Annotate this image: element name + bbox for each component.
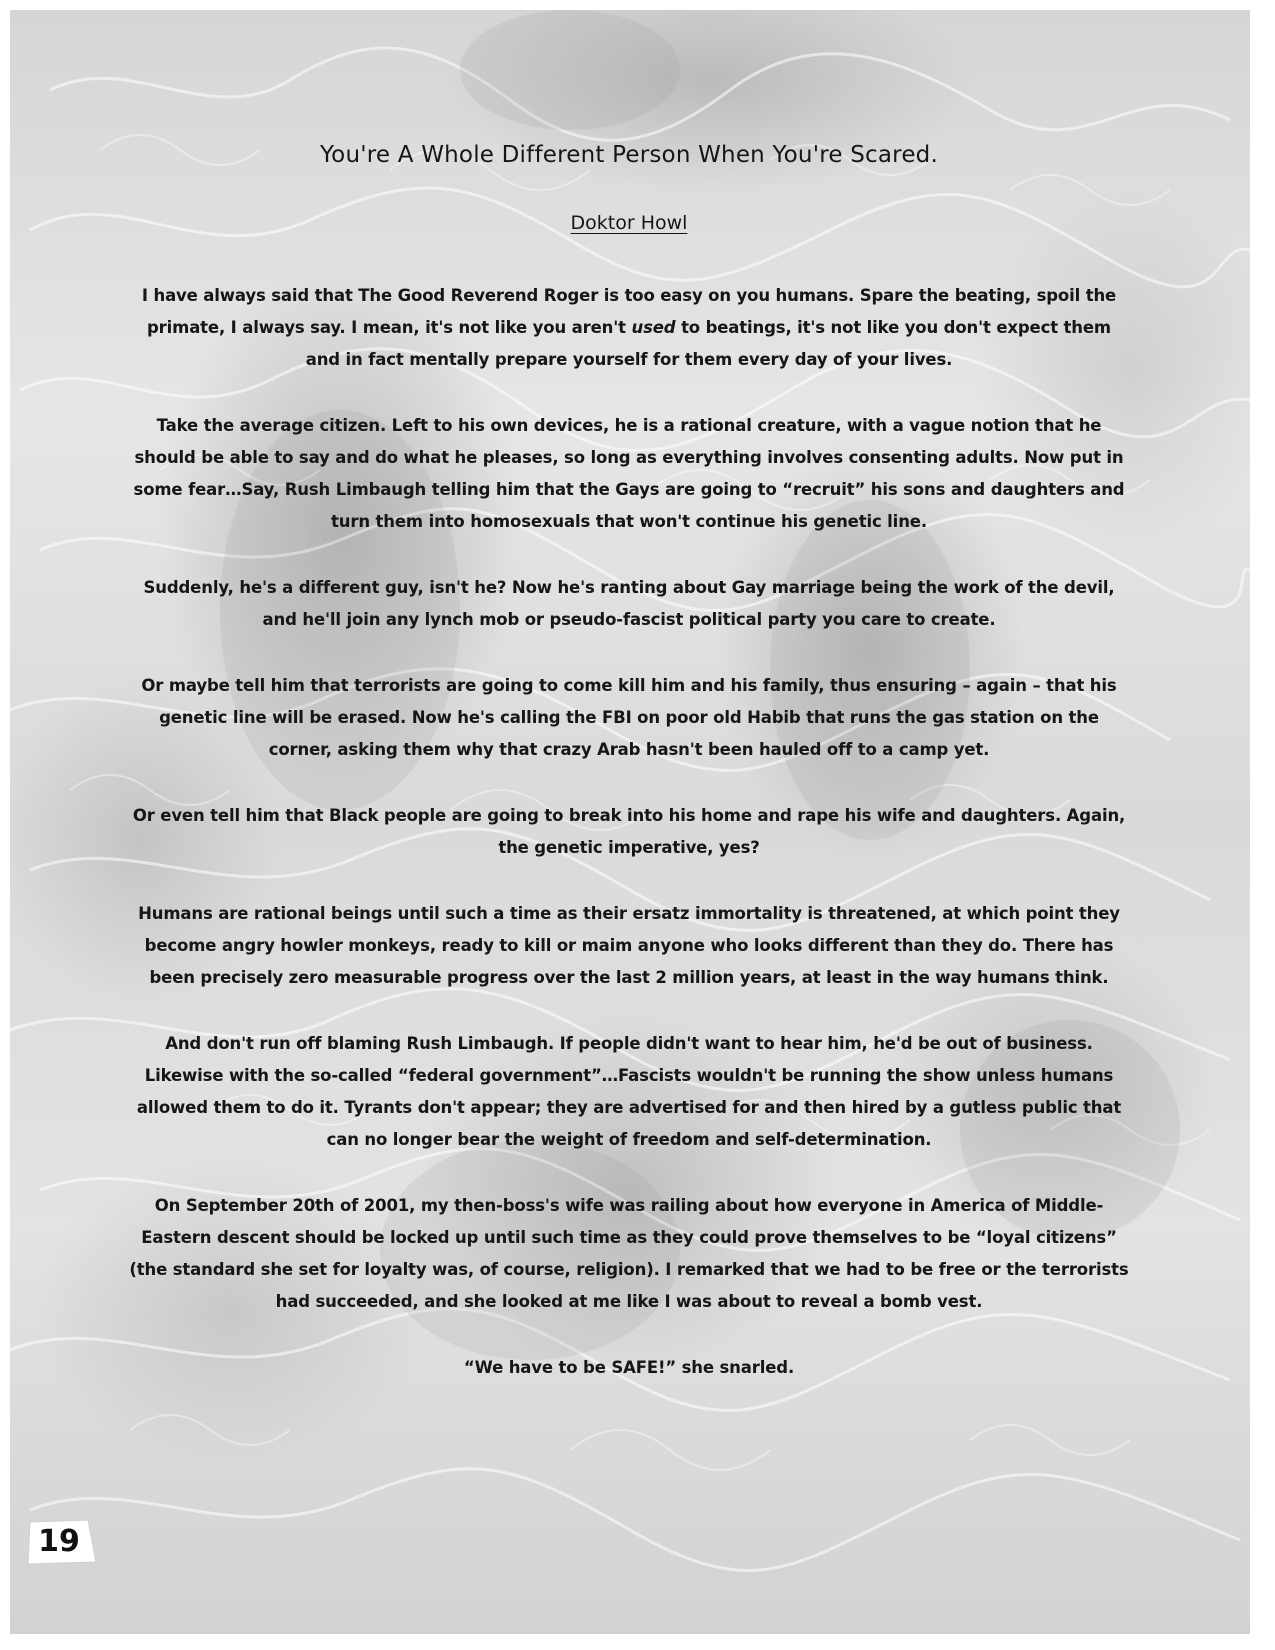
paragraph: Or maybe tell him that terrorists are going to come kill him and his family, thus ensuring – again – that his genetic line will be erased. Now he's calling the FBI on poor old Habib that runs the gas station on the corner, asking them why that crazy Arab hasn't been hauled off to a camp yet. xyxy=(141,676,1117,759)
paragraph: Humans are rational beings until such a time as their ersatz immortality is threatened, at which point they become angry howler monkeys, ready to kill or maim anyone who looks different than they do. There has been precisely zero measurable progress over the last 2 million years, at least in the way humans think. xyxy=(138,904,1120,987)
paragraph: On September 20th of 2001, my then-boss's wife was railing about how everyone in America of Middle-Eastern descent should be locked up until such time as they could prove themselves to be “loyal citizens” (the standard she set for loyalty was, of course, religion). I remarked that we had to be free or the terrorists had succeeded, and she looked at me like I was about to reveal a bomb vest. xyxy=(129,1196,1129,1311)
closing-quote: “We have to be SAFE!” she snarled. xyxy=(463,1358,795,1377)
author-name: Doktor Howl xyxy=(570,212,688,234)
page-number: 19 xyxy=(38,1524,80,1559)
article xyxy=(128,140,1130,1418)
article-title: You're A Whole Different Person When You're Scared. xyxy=(319,142,938,168)
paragraph: Suddenly, he's a different guy, isn't he? Now he's ranting about Gay marriage being the work of the devil, and he'll join any lynch mob or pseudo-fascist political party you care to create. xyxy=(143,578,1115,629)
page-background xyxy=(10,10,1250,1634)
emphasis-text: used xyxy=(631,318,676,337)
article-body xyxy=(128,280,1130,1384)
paragraph: I have always said that The Good Reverend Roger is too easy on you humans. Spare the beating, spoil the primate, I always say. I mean, it's not like you aren't used to beatings, it's not like you don't expect them and in fact mentally prepare yourself for them every day of your lives. xyxy=(141,286,1117,369)
page-number-badge xyxy=(24,1518,98,1568)
author-byline xyxy=(128,210,1130,236)
paragraph: Or even tell him that Black people are going to break into his home and rape his wife and daughters. Again, the genetic imperative, yes? xyxy=(132,806,1126,857)
paragraph: And don't run off blaming Rush Limbaugh. If people didn't want to hear him, he'd be out of business. Likewise with the so-called “federal government”…Fascists wouldn't be running the show unless humans allowed them to do it. Tyrants don't appear; they are advertised for and then hired by a gutless public that can no longer bear the weight of freedom and self-determination. xyxy=(136,1034,1122,1149)
paragraph: Take the average citizen. Left to his own devices, he is a rational creature, with a vague notion that he should be able to say and do what he pleases, so long as everything involves consenting adults. Now put in some fear…Say, Rush Limbaugh telling him that the Gays are going to “recruit” his sons and daughters and turn them into homosexuals that won't continue his genetic line. xyxy=(133,416,1125,531)
